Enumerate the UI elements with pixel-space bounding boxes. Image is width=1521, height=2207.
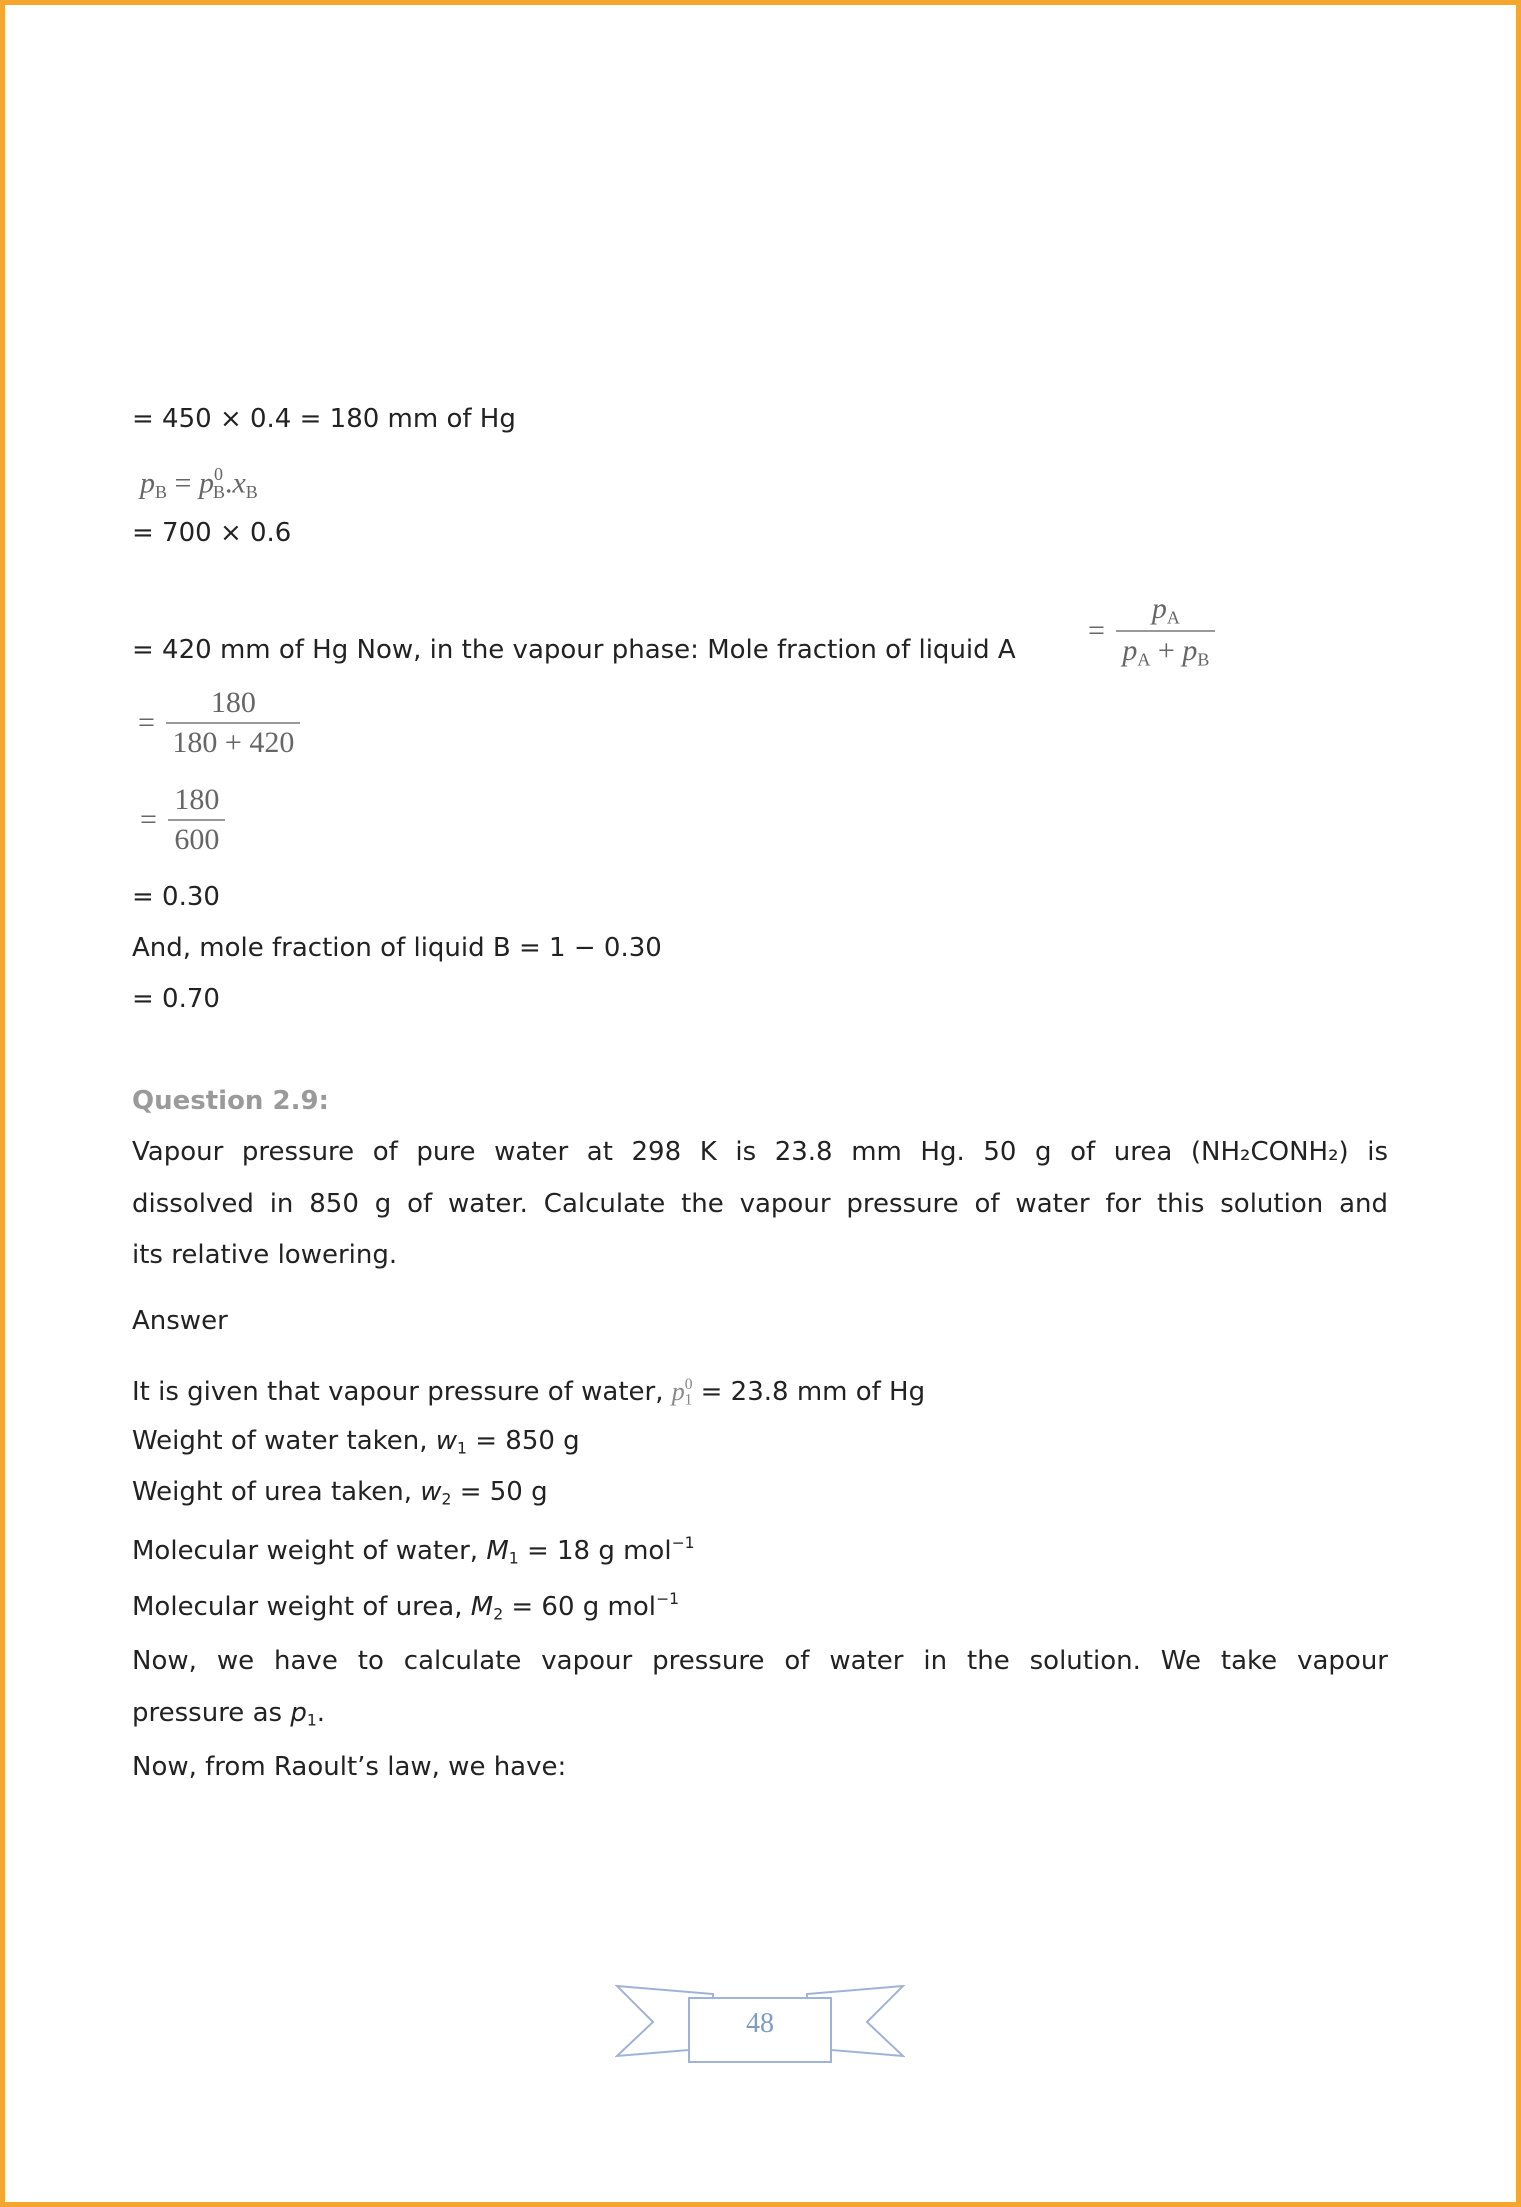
formula-symbol: p [1122, 634, 1138, 668]
m1-exponent: −1 [671, 1534, 695, 1552]
w2-label: Weight of urea taken, [132, 1477, 412, 1507]
formula-plus: + [1157, 634, 1175, 668]
w1-var: w [435, 1426, 458, 1456]
answer-label: Answer [132, 1306, 228, 1336]
formula-symbol: p [198, 466, 214, 500]
molecular-weight-water [132, 1536, 695, 1567]
formula-sub: B [212, 481, 225, 502]
formula-sub: B [155, 481, 168, 502]
question-text-line-2: dissolved in 850 g of water. Calculate the vapour pressure of water for this solution and [132, 1189, 1388, 1219]
m1-sub: 1 [508, 1549, 519, 1568]
formula-symbol: p [140, 466, 155, 500]
fraction-numerator: 180 [174, 783, 220, 816]
page-number: 48 [746, 2008, 774, 2039]
now-calc-line-1: Now, we have to calculate vapour pressure of water in the solution. We take vapour [132, 1646, 1388, 1676]
formula-sup: 0 [684, 1376, 693, 1393]
p1-sub: 1 [306, 1711, 317, 1730]
formula-sup: 0 [213, 464, 223, 484]
formula-symbol: p [671, 1376, 685, 1406]
fraction-180-over-600 [140, 785, 225, 855]
given-vapour-pressure [132, 1377, 925, 1408]
calc-line-pB: = 700 × 0.6 [132, 518, 292, 548]
calc-line-vapour-phase: = 420 mm of Hg Now, in the vapour phase: Mole fraction of liquid A [132, 635, 1016, 665]
now-calc-line-2 [132, 1700, 325, 1729]
fraction-numerator [1146, 594, 1186, 630]
molecular-weight-urea [132, 1592, 679, 1623]
w1-value: = 850 g [475, 1426, 580, 1456]
formula-sub: A [1137, 649, 1151, 670]
fraction-denominator: 600 [168, 819, 225, 855]
w2-value: = 50 g [459, 1477, 548, 1507]
period: . [316, 1698, 326, 1728]
w2-sub: 2 [441, 1490, 452, 1509]
formula-pB [140, 465, 258, 501]
fraction [168, 785, 225, 855]
formula-symbol: p [1151, 592, 1167, 625]
formula-symbol: p [1182, 634, 1198, 668]
calc-mole-fraction-B: And, mole fraction of liquid B = 1 − 0.30 [132, 933, 662, 963]
m2-var: M [470, 1591, 494, 1622]
formula-symbol: x [232, 466, 246, 500]
m1-label: Molecular weight of water, [132, 1535, 479, 1566]
fraction [1116, 594, 1215, 669]
m2-value: = 60 g mol [511, 1591, 656, 1622]
m1-var: M [486, 1535, 509, 1566]
formula-eq: = [138, 706, 155, 739]
result-mole-fraction-A: = 0.30 [132, 882, 220, 912]
question-text-line-1: Vapour pressure of pure water at 298 K is 23.8 mm Hg. 50 g of urea (NH₂CONH₂) is [132, 1137, 1388, 1167]
m2-sub: 2 [493, 1605, 504, 1624]
question-text-line-3: its relative lowering. [132, 1240, 398, 1270]
fraction-mole-A [1088, 594, 1215, 669]
formula-sub: A [1166, 607, 1180, 628]
given-label: It is given that vapour pressure of water, [132, 1376, 664, 1407]
question-heading: Question 2.9: [132, 1086, 329, 1116]
raoult-law-line: Now, from Raoult’s law, we have: [132, 1752, 567, 1782]
result-mole-fraction-B: = 0.70 [132, 984, 220, 1014]
formula-sub: 1 [684, 1391, 693, 1409]
fraction [166, 688, 300, 758]
weight-urea [132, 1479, 548, 1508]
given-value: = 23.8 mm of Hg [700, 1376, 926, 1407]
fraction-numerator: 180 [210, 686, 256, 719]
fraction-denominator: 180 + 420 [166, 722, 300, 758]
formula-eq: = [140, 803, 157, 836]
formula-eq: = [1088, 614, 1105, 648]
fraction-180-over-600-sum [138, 688, 300, 758]
now-line2-text: pressure as [132, 1698, 283, 1728]
formula-eq: = [174, 466, 192, 500]
p1-var: p [290, 1698, 307, 1728]
formula-p1-zero [671, 1376, 693, 1409]
m2-exponent: −1 [656, 1590, 679, 1608]
fraction-denominator [1116, 630, 1215, 668]
formula-sub: B [1197, 649, 1210, 670]
weight-water [132, 1428, 580, 1457]
w2-var: w [420, 1477, 442, 1507]
w1-sub: 1 [457, 1439, 467, 1458]
w1-label: Weight of water taken, [132, 1426, 428, 1456]
m1-value: = 18 g mol [526, 1535, 672, 1566]
formula-dot: . [224, 466, 233, 500]
calc-line-pA: = 450 × 0.4 = 180 mm of Hg [132, 404, 516, 434]
m2-label: Molecular weight of urea, [132, 1591, 463, 1622]
formula-sub: B [245, 481, 258, 502]
